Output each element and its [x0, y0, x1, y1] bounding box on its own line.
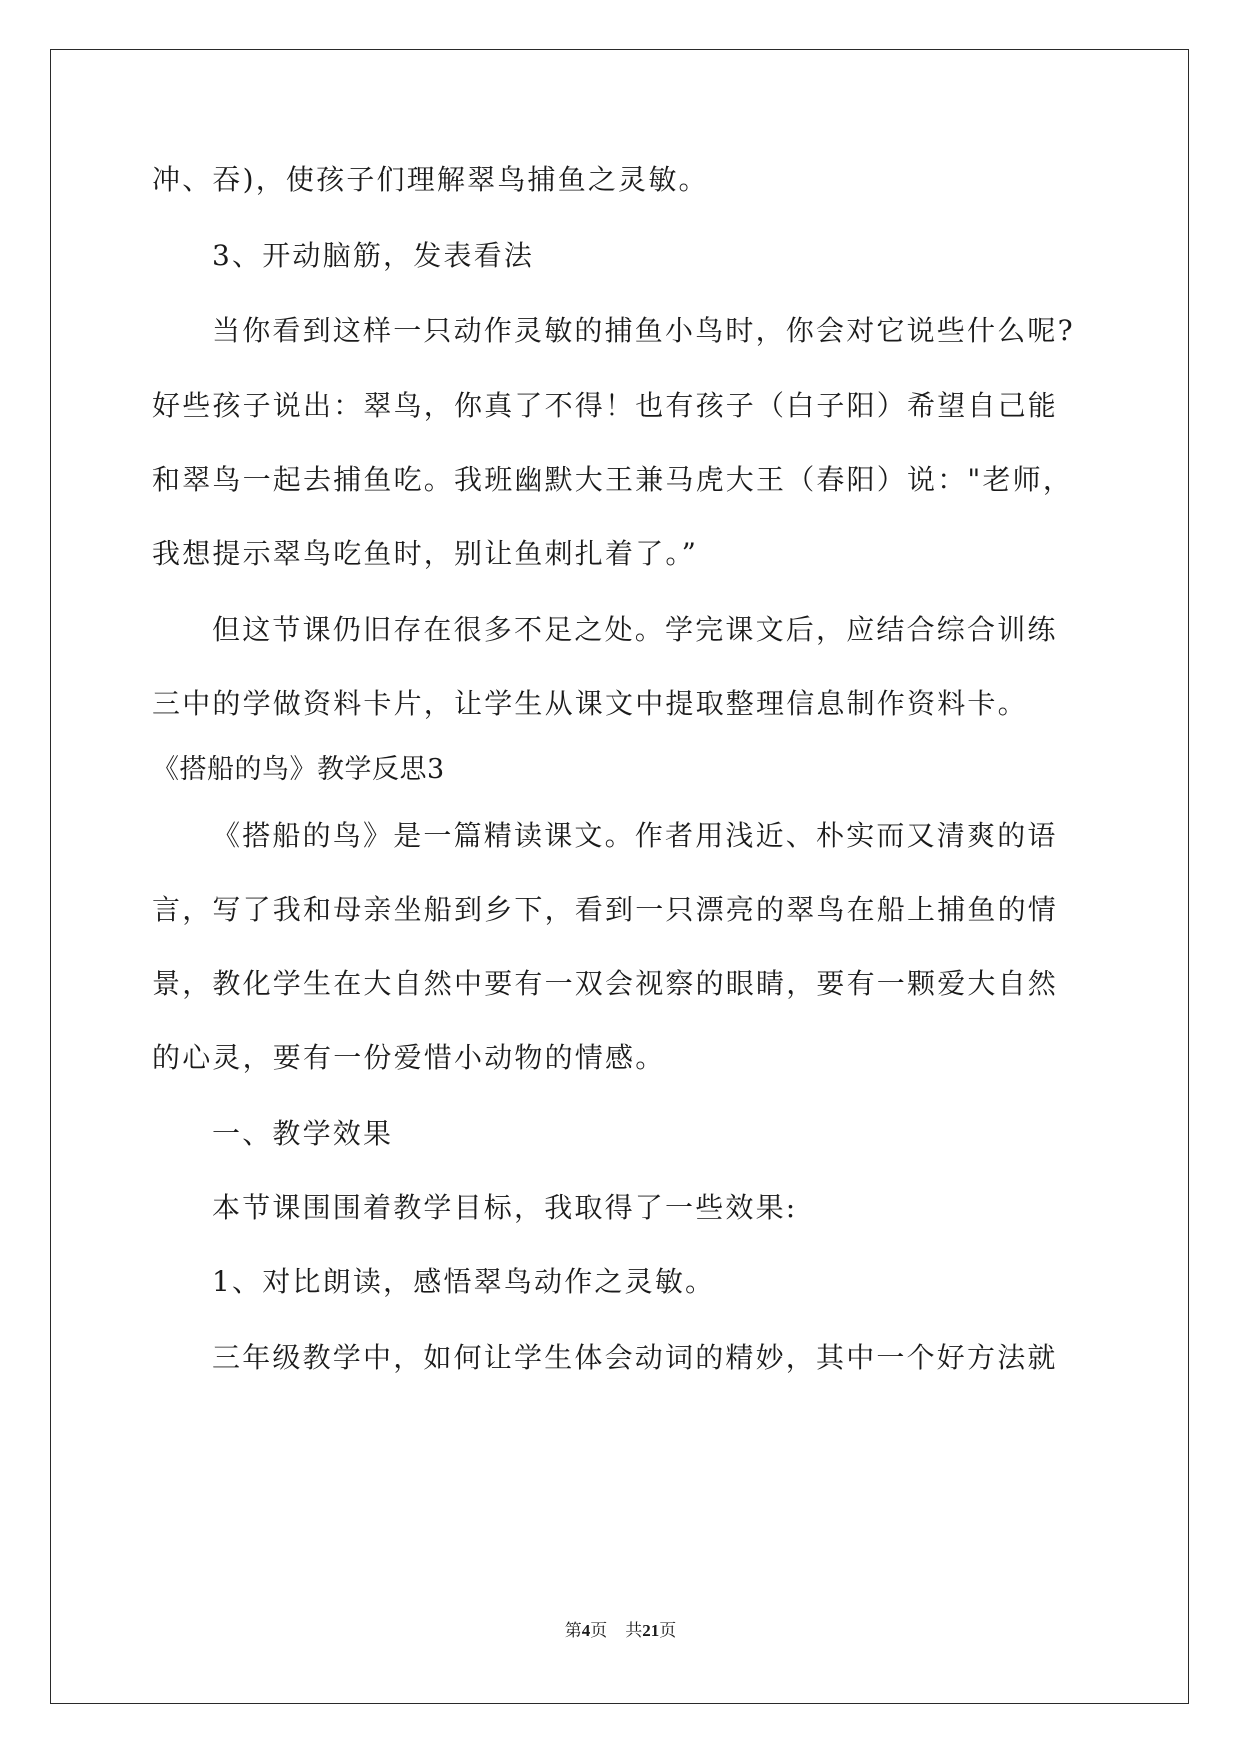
text-line: 三年级教学中，如何让学生体会动词的精妙，其中一个好方法就 — [212, 1341, 1058, 1374]
page-prefix: 第 — [564, 1621, 582, 1640]
text-line: 三中的学做资料卡片，让学生从课文中提取整理信息制作资料卡。 — [152, 687, 1028, 720]
text-line: 3、开动脑筋，发表看法 — [212, 239, 535, 272]
section-heading: 《搭船的鸟》教学反思3 — [152, 754, 445, 785]
page-border — [50, 49, 1189, 1704]
text-line: 言，写了我和母亲坐船到乡下，看到一只漂亮的翠鸟在船上捕鱼的情 — [152, 893, 1059, 926]
total-pages: 21 — [642, 1621, 660, 1640]
total-prefix: 共 — [625, 1621, 643, 1640]
total-suffix: 页 — [659, 1621, 677, 1640]
page-suffix: 页 — [590, 1621, 608, 1640]
text-line: 《搭船的鸟》是一篇精读课文。作者用浅近、朴实而又清爽的语 — [212, 819, 1058, 852]
text-line: 的心灵，要有一份爱惜小动物的情感。 — [152, 1041, 666, 1074]
text-line: 景，教化学生在大自然中要有一双会视察的眼睛，要有一颗爱大自然 — [152, 967, 1059, 1000]
text-line: 我想提示翠鸟吃鱼时，别让鱼刺扎着了。” — [152, 537, 699, 570]
text-line: 但这节课仍旧存在很多不足之处。学完课文后，应结合综合训练 — [212, 613, 1058, 646]
text-line: 一、教学效果 — [212, 1117, 394, 1150]
text-line: 本节课围围着教学目标，我取得了一些效果: — [212, 1191, 798, 1224]
text-line: 1、对比朗读，感悟翠鸟动作之灵敏。 — [212, 1265, 716, 1298]
text-line: 冲、吞)，使孩子们理解翠鸟捕鱼之灵敏。 — [152, 163, 709, 196]
text-line: 当你看到这样一只动作灵敏的捕鱼小鸟时，你会对它说些什么呢? — [212, 314, 1075, 347]
page-footer — [0, 1620, 1241, 1642]
text-line: 和翠鸟一起去捕鱼吃。我班幽默大王兼马虎大王（春阳）说："老师， — [152, 463, 1074, 496]
text-line: 好些孩子说出：翠鸟，你真了不得！也有孩子（白子阳）希望自己能 — [152, 389, 1059, 422]
page-number: 4 — [581, 1621, 591, 1640]
